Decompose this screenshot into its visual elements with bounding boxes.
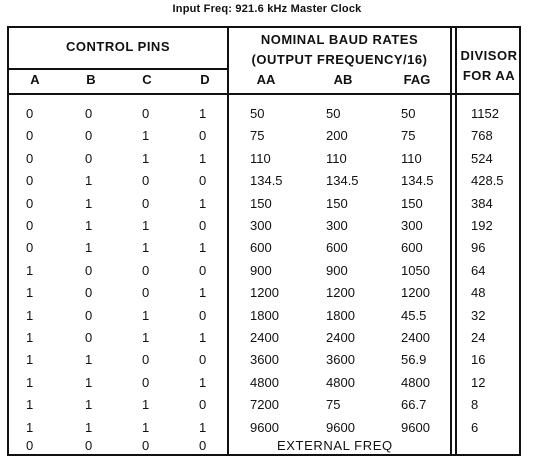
pin-b-cell: 0: [85, 263, 93, 278]
baud-ab-cell: 300: [326, 218, 348, 233]
pin-a-cell: 0: [26, 128, 34, 143]
pin-b-cell: 1: [85, 218, 93, 233]
pin-a-cell: 0: [26, 106, 34, 121]
pin-c-cell: 1: [142, 151, 150, 166]
divisor-aa-cell: 12: [471, 375, 486, 390]
baud-fag-cell: 1050: [401, 263, 430, 278]
pin-d-cell: 0: [199, 397, 207, 412]
pin-b-cell: 1: [85, 240, 93, 255]
last-row-d: 0: [199, 438, 207, 453]
baud-fag-cell: 66.7: [401, 397, 427, 412]
column-header-c: C: [142, 72, 152, 87]
external-freq-label: EXTERNAL FREQ: [277, 438, 393, 453]
divider-rates-divisor-right: [455, 26, 457, 456]
column-header-ab: AB: [333, 72, 353, 87]
pin-b-cell: 1: [85, 196, 93, 211]
pin-a-cell: 1: [26, 352, 34, 367]
baud-ab-cell: 200: [326, 128, 348, 143]
pin-a-cell: 1: [26, 397, 34, 412]
pin-b-cell: 0: [85, 308, 93, 323]
baud-fag-cell: 300: [401, 218, 423, 233]
divisor-aa-cell: 6: [471, 420, 479, 435]
pin-d-cell: 1: [199, 375, 207, 390]
pin-b-cell: 0: [85, 285, 93, 300]
baud-ab-cell: 1200: [326, 285, 355, 300]
pin-b-cell: 0: [85, 151, 93, 166]
baud-rates-header: NOMINAL BAUD RATES: [260, 32, 419, 47]
pin-d-cell: 0: [199, 308, 207, 323]
baud-aa-cell: 9600: [250, 420, 279, 435]
last-row-c: 0: [142, 438, 150, 453]
pin-c-cell: 1: [142, 420, 150, 435]
divisor-aa-cell: 16: [471, 352, 486, 367]
baud-ab-cell: 2400: [326, 330, 355, 345]
table-caption: Input Freq: 921.6 kHz Master Clock: [172, 3, 362, 15]
divisor-aa-cell: 768: [471, 128, 493, 143]
column-header-aa: AA: [256, 72, 276, 87]
pin-b-cell: 1: [85, 375, 93, 390]
divider-pins-rates: [227, 26, 229, 456]
pin-d-cell: 1: [199, 151, 207, 166]
pin-c-cell: 1: [142, 397, 150, 412]
pin-d-cell: 0: [199, 128, 207, 143]
column-header-d: D: [200, 72, 210, 87]
baud-aa-cell: 4800: [250, 375, 279, 390]
pin-a-cell: 0: [26, 151, 34, 166]
pin-c-cell: 0: [142, 352, 150, 367]
baud-aa-cell: 900: [250, 263, 272, 278]
baud-ab-cell: 9600: [326, 420, 355, 435]
divisor-subheader: FOR AA: [462, 68, 516, 83]
divider-rates-divisor-left: [450, 26, 452, 456]
pin-b-cell: 0: [85, 330, 93, 345]
pin-a-cell: 1: [26, 420, 34, 435]
divisor-aa-cell: 1152: [471, 106, 499, 121]
baud-aa-cell: 110: [250, 151, 271, 166]
baud-fag-cell: 150: [401, 196, 423, 211]
divisor-aa-cell: 8: [471, 397, 479, 412]
pin-b-cell: 0: [85, 106, 93, 121]
divisor-aa-cell: 32: [471, 308, 486, 323]
baud-aa-cell: 7200: [250, 397, 279, 412]
divisor-aa-cell: 24: [471, 330, 486, 345]
pin-c-cell: 1: [142, 128, 150, 143]
baud-ab-cell: 1800: [326, 308, 355, 323]
baud-ab-cell: 900: [326, 263, 348, 278]
baud-fag-cell: 45.5: [401, 308, 427, 323]
baud-fag-cell: 134.5: [401, 173, 434, 188]
divisor-aa-cell: 48: [471, 285, 486, 300]
header-rule-pins: [7, 68, 229, 70]
divisor-aa-cell: 428.5: [471, 173, 504, 188]
pin-c-cell: 1: [142, 308, 150, 323]
baud-ab-cell: 150: [326, 196, 348, 211]
baud-fag-cell: 50: [401, 106, 416, 121]
baud-aa-cell: 150: [250, 196, 272, 211]
column-header-b: B: [86, 72, 96, 87]
pin-d-cell: 1: [199, 420, 207, 435]
pin-b-cell: 1: [85, 420, 93, 435]
pin-a-cell: 1: [26, 330, 34, 345]
pin-c-cell: 0: [142, 263, 150, 278]
baud-fag-cell: 56.9: [401, 352, 427, 367]
pin-c-cell: 1: [142, 240, 150, 255]
baud-ab-cell: 134.5: [326, 173, 359, 188]
divisor-aa-cell: 64: [471, 263, 486, 278]
pin-a-cell: 1: [26, 375, 34, 390]
pin-d-cell: 0: [199, 263, 207, 278]
baud-aa-cell: 50: [250, 106, 265, 121]
pin-d-cell: 1: [199, 330, 207, 345]
pin-d-cell: 1: [199, 106, 207, 121]
column-header-a: A: [30, 72, 40, 87]
baud-aa-cell: 75: [250, 128, 265, 143]
baud-aa-cell: 134.5: [250, 173, 283, 188]
pin-c-cell: 0: [142, 173, 150, 188]
pin-a-cell: 0: [26, 240, 34, 255]
baud-fag-cell: 75: [401, 128, 416, 143]
header-bottom-rule: [7, 93, 521, 95]
pin-d-cell: 1: [199, 240, 207, 255]
baud-fag-cell: 9600: [401, 420, 430, 435]
baud-fag-cell: 600: [401, 240, 423, 255]
baud-ab-cell: 3600: [326, 352, 355, 367]
baud-aa-cell: 2400: [250, 330, 279, 345]
divisor-aa-cell: 192: [471, 218, 493, 233]
pin-c-cell: 0: [142, 106, 150, 121]
pin-a-cell: 0: [26, 218, 34, 233]
pin-c-cell: 0: [142, 285, 150, 300]
baud-rates-subheader: (OUTPUT FREQUENCY/16): [251, 52, 428, 67]
divisor-aa-cell: 96: [471, 240, 486, 255]
pin-c-cell: 0: [142, 196, 150, 211]
column-header-fag: FAG: [403, 72, 431, 87]
pin-a-cell: 1: [26, 285, 34, 300]
baud-aa-cell: 1800: [250, 308, 279, 323]
baud-ab-cell: 110: [326, 151, 347, 166]
baud-ab-cell: 600: [326, 240, 348, 255]
pin-b-cell: 1: [85, 352, 93, 367]
baud-ab-cell: 50: [326, 106, 341, 121]
pin-b-cell: 1: [85, 173, 93, 188]
pin-a-cell: 0: [26, 173, 34, 188]
baud-aa-cell: 300: [250, 218, 272, 233]
baud-ab-cell: 75: [326, 397, 341, 412]
pin-d-cell: 0: [199, 218, 207, 233]
pin-d-cell: 0: [199, 173, 207, 188]
pin-a-cell: 0: [26, 196, 34, 211]
baud-fag-cell: 110: [401, 151, 422, 166]
divisor-aa-cell: 384: [471, 196, 493, 211]
divisor-header: DIVISOR: [460, 48, 518, 63]
baud-ab-cell: 4800: [326, 375, 355, 390]
baud-aa-cell: 3600: [250, 352, 279, 367]
pin-a-cell: 1: [26, 308, 34, 323]
divisor-aa-cell: 524: [471, 151, 493, 166]
pin-d-cell: 0: [199, 352, 207, 367]
baud-aa-cell: 600: [250, 240, 272, 255]
pin-c-cell: 0: [142, 375, 150, 390]
pin-b-cell: 1: [85, 397, 93, 412]
control-pins-header: CONTROL PINS: [66, 39, 170, 54]
last-row-a: 0: [26, 438, 34, 453]
baud-fag-cell: 1200: [401, 285, 430, 300]
pin-c-cell: 1: [142, 218, 150, 233]
baud-aa-cell: 1200: [250, 285, 279, 300]
pin-d-cell: 1: [199, 196, 207, 211]
last-row-b: 0: [85, 438, 93, 453]
pin-b-cell: 0: [85, 128, 93, 143]
pin-d-cell: 1: [199, 285, 207, 300]
pin-a-cell: 1: [26, 263, 34, 278]
baud-fag-cell: 4800: [401, 375, 430, 390]
pin-c-cell: 1: [142, 330, 150, 345]
baud-fag-cell: 2400: [401, 330, 430, 345]
